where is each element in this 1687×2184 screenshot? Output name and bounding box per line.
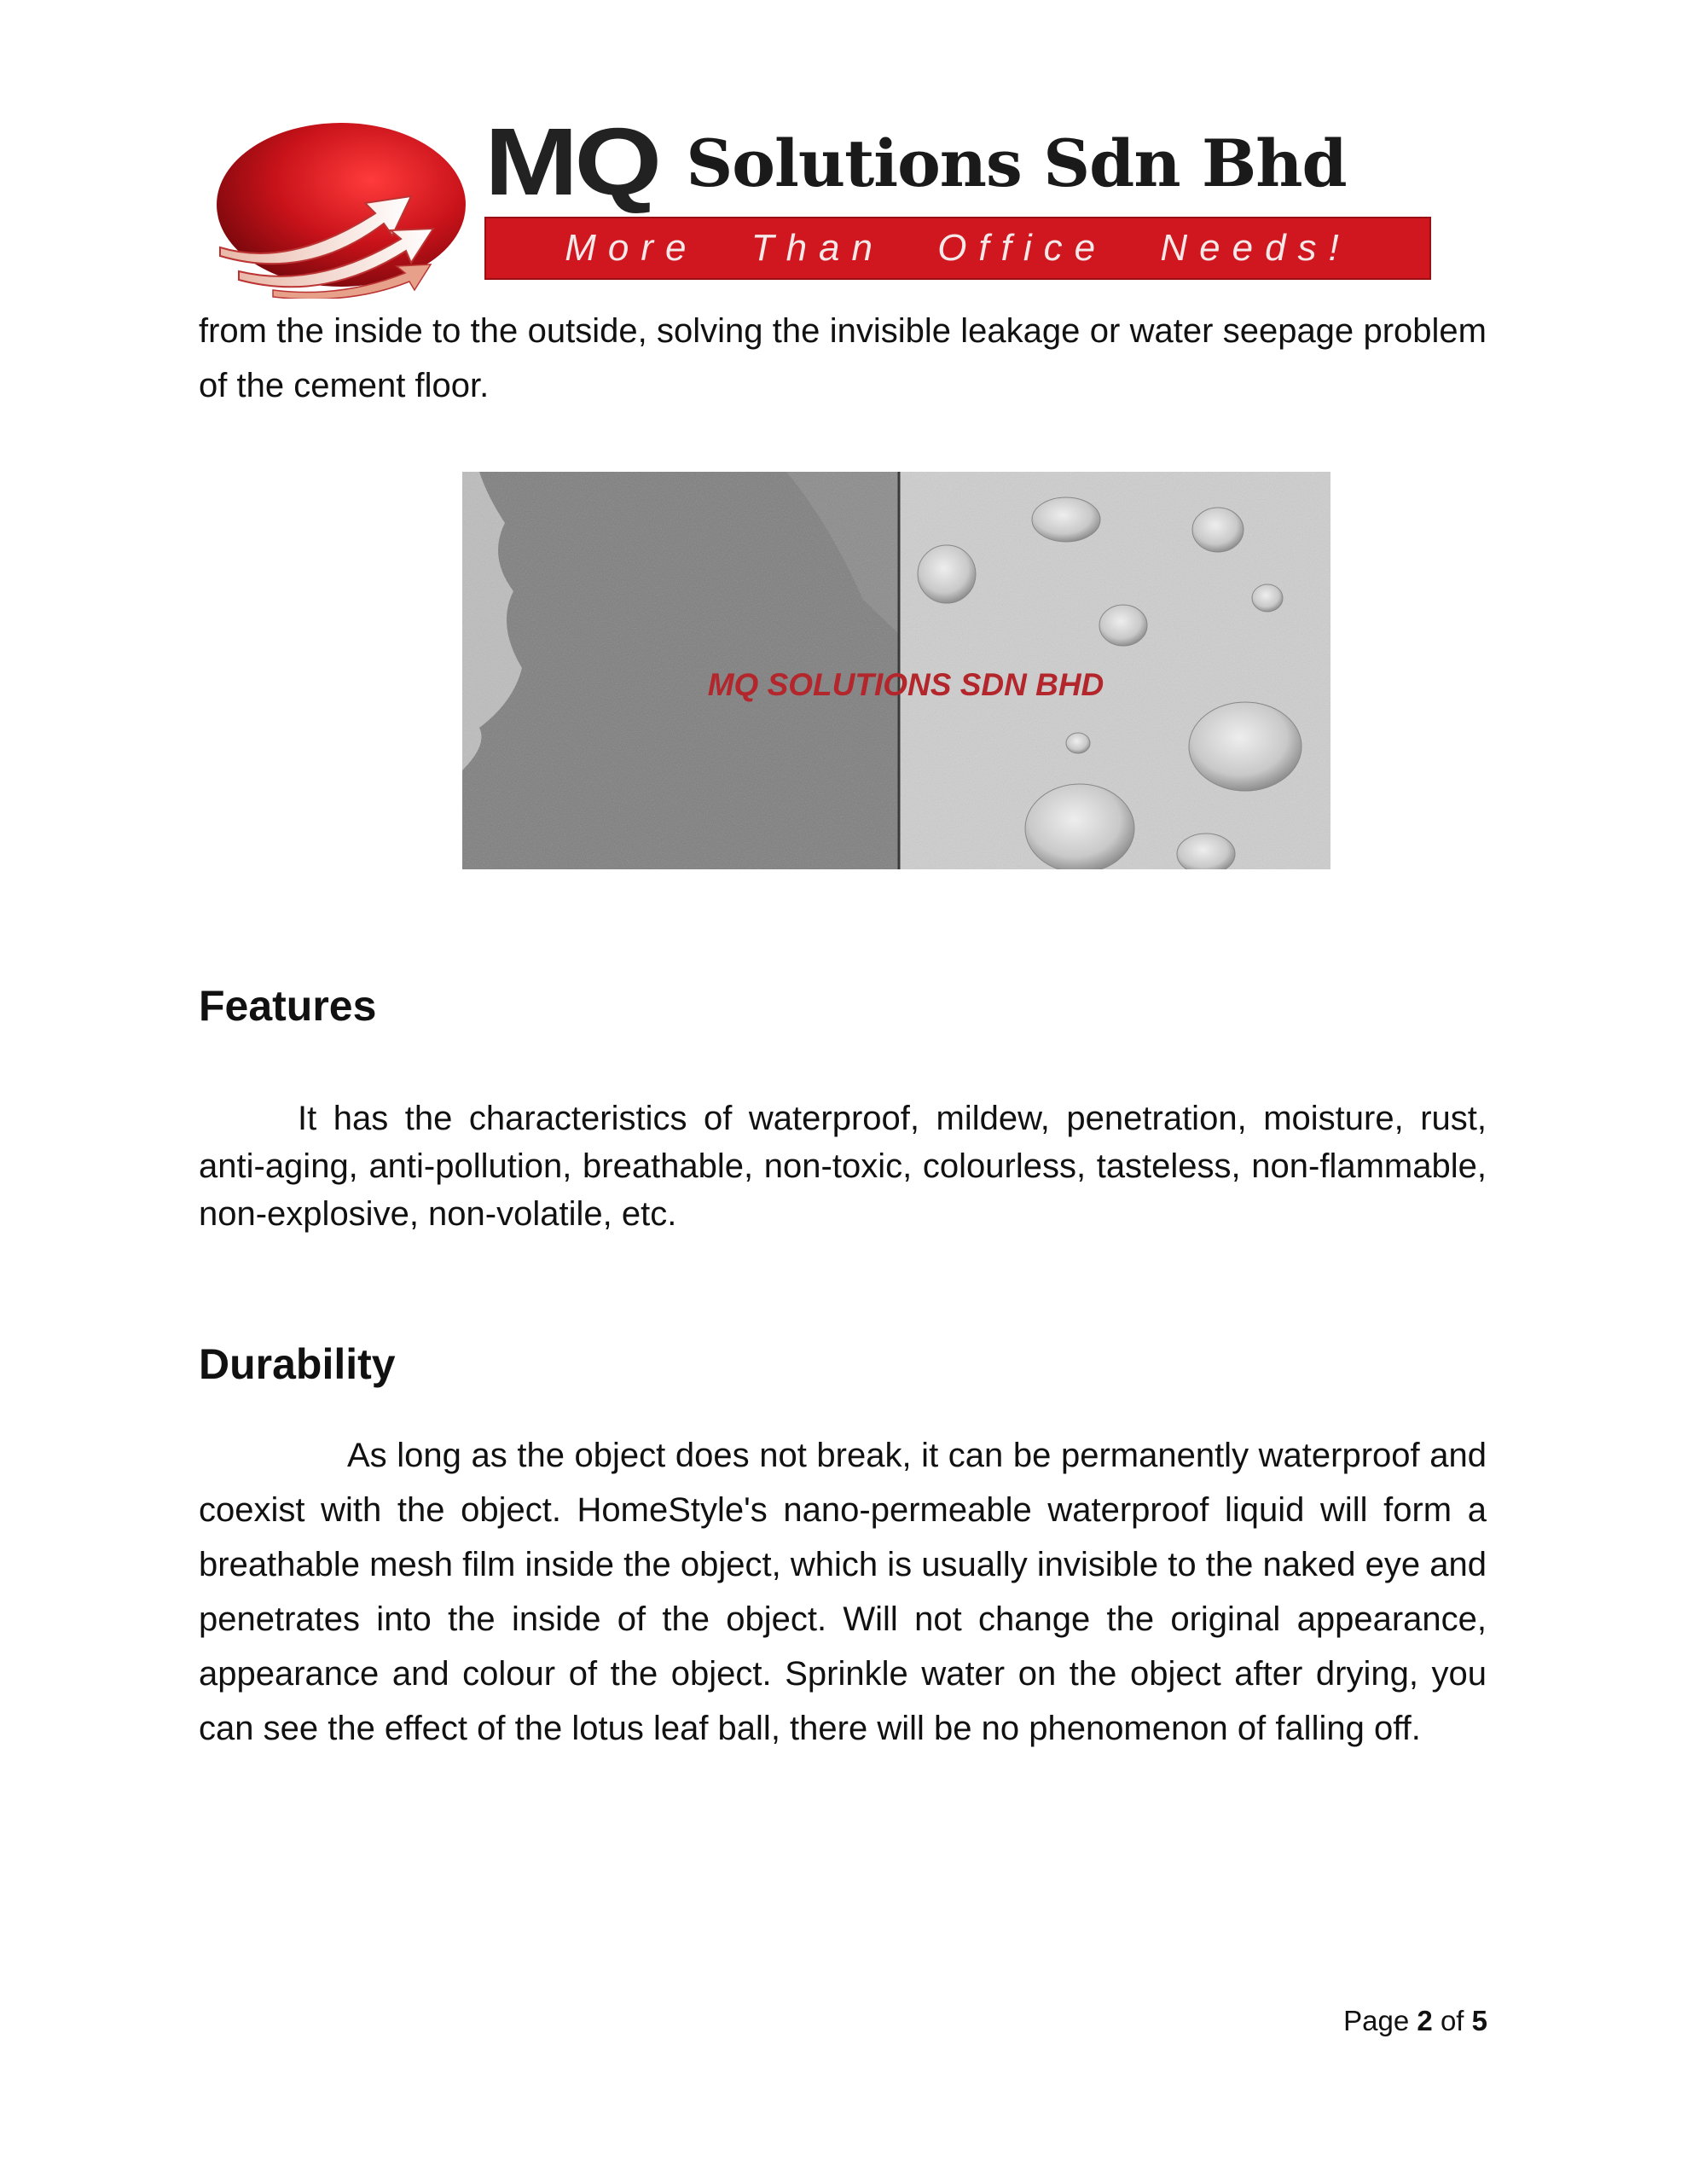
tagline-text: More Than Office Needs! (565, 227, 1351, 269)
page-prefix: Page (1343, 2005, 1410, 2036)
page-total: 5 (1471, 2005, 1487, 2036)
intro-paragraph: from the inside to the outside, solving the invisible leakage or water seepage problem of the cement floor. (199, 312, 1487, 404)
page-number (1343, 2005, 1487, 2037)
page-current: 2 (1417, 2005, 1433, 2036)
red-arrow-globe-icon (213, 119, 469, 299)
image-watermark: MQ SOLUTIONS SDN BHD (707, 667, 1104, 702)
company-logo (213, 108, 1433, 299)
brand-mark: MQ (484, 108, 658, 215)
durability-heading: Durability (199, 1340, 396, 1388)
page-of: of (1440, 2005, 1464, 2036)
features-paragraph: It has the characteristics of waterproof, mildew, penetration, moisture, rust, anti-aging, anti-pollution, breathable, non-toxic, colourless, tasteless, non-flammable, non-explosive, non-volatile, etc. (199, 1100, 1487, 1233)
brand-title (484, 108, 1431, 215)
waterproof-comparison-image (462, 472, 1330, 869)
brand-name: Solutions Sdn Bhd (686, 125, 1347, 201)
tagline-banner (484, 217, 1431, 280)
features-heading: Features (199, 982, 377, 1030)
durability-paragraph: As long as the object does not break, it can be permanently waterproof and coexist with the object. HomeStyle's nano-permeable waterproof liquid will form a breathable mesh film inside the object, which is usually invisible to the naked eye and penetrates into the inside of the object. Will not change the original appearance, appearance and colour of the object. Sprinkle water on the object after drying, you can see the effect of the lotus leaf ball, there will be no phenomenon of falling off. (199, 1437, 1487, 1747)
